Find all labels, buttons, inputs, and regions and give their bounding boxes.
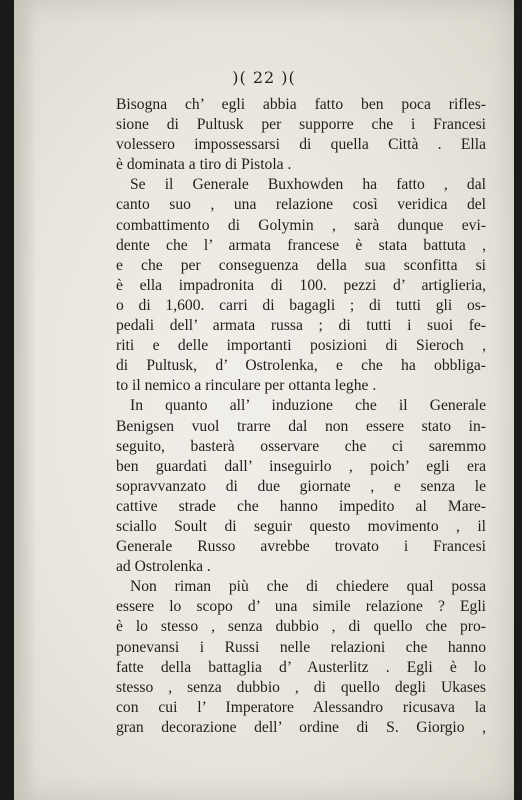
text-line: essere lo scopo d’ una simile relazione ? Egli (116, 598, 486, 616)
paragraph (116, 95, 486, 175)
text-line: gran decorazione dell’ ordine di S. Giorgio , (116, 718, 486, 736)
page-shadow-edge (14, 0, 36, 800)
text-line: volessero impossessarsi di quella Città . Ella (116, 136, 486, 154)
text-line: fatte della battaglia d’ Austerlitz . Egli è lo (116, 658, 486, 676)
text-line: ponevansi i Russi nelle relazioni che hanno (116, 638, 486, 656)
text-line: pedali dell’ armata russa ; di tutti i suoi fe- (116, 317, 486, 335)
text-line: ben guardati dall’ inseguirlo , poich’ egli era (116, 457, 486, 475)
book-page (14, 0, 514, 800)
text-line: Generale Russo avrebbe trovato i Francesi (116, 538, 486, 556)
text-line: e che per conseguenza della sua sconfitta si (116, 256, 486, 274)
text-line: sciallo Soult di seguir questo movimento , il (116, 517, 486, 535)
text-line: stesso , senza dubbio , di quello degli Ukases (116, 678, 486, 696)
text-line: ad Ostrolenka . (116, 558, 211, 576)
paragraph (116, 175, 486, 396)
text-line: Bisogna ch’ egli abbia fatto ben poca rifles- (116, 96, 486, 113)
paragraph (116, 396, 486, 577)
text-line: o di 1,600. carri di bagagli ; di tutti gli os- (116, 296, 486, 314)
text-line: riti e delle importanti posizioni di Sieroch , (116, 337, 486, 355)
text-line: Non riman più che di chiedere qual possa (130, 578, 486, 596)
text-line: di Pultusk, d’ Ostrolenka, e che ha obbliga- (116, 357, 486, 375)
page-number: )( 22 )( (232, 68, 296, 87)
body-text (116, 95, 486, 738)
text-line: Benigsen vuol trarre dal non essere stato in- (116, 417, 486, 435)
text-line: è dominata a tiro di Pistola . (116, 156, 292, 174)
text-line: è lo stesso , senza dubbio , di quello che pro- (116, 618, 486, 636)
text-line: con cui l’ Imperatore Alessandro ricusava la (116, 698, 486, 716)
text-line: sopravvanzato di due giornate , e senza le (116, 477, 486, 495)
text-line: seguito, basterà osservare che ci saremmo (116, 437, 486, 455)
text-line: sione di Pultusk per supporre che i Francesi (116, 116, 486, 134)
paragraph (116, 577, 486, 738)
text-line: combattimento di Golymin , sarà dunque evi- (116, 216, 486, 234)
text-line: cattive strade che hanno impedito al Mare- (116, 497, 486, 515)
text-line: canto suo , una relazione così veridica del (116, 196, 486, 214)
text-line: Se il Generale Buxhowden ha fatto , dal (130, 176, 486, 194)
text-line: dente che l’ armata francese è stata battuta , (116, 236, 486, 254)
text-line: In quanto all’ induzione che il Generale (130, 397, 486, 415)
text-line: è ella impadronita di 100. pezzi d’ artiglieria, (116, 276, 486, 294)
text-line: to il nemico a rinculare per ottanta leghe . (116, 377, 377, 395)
